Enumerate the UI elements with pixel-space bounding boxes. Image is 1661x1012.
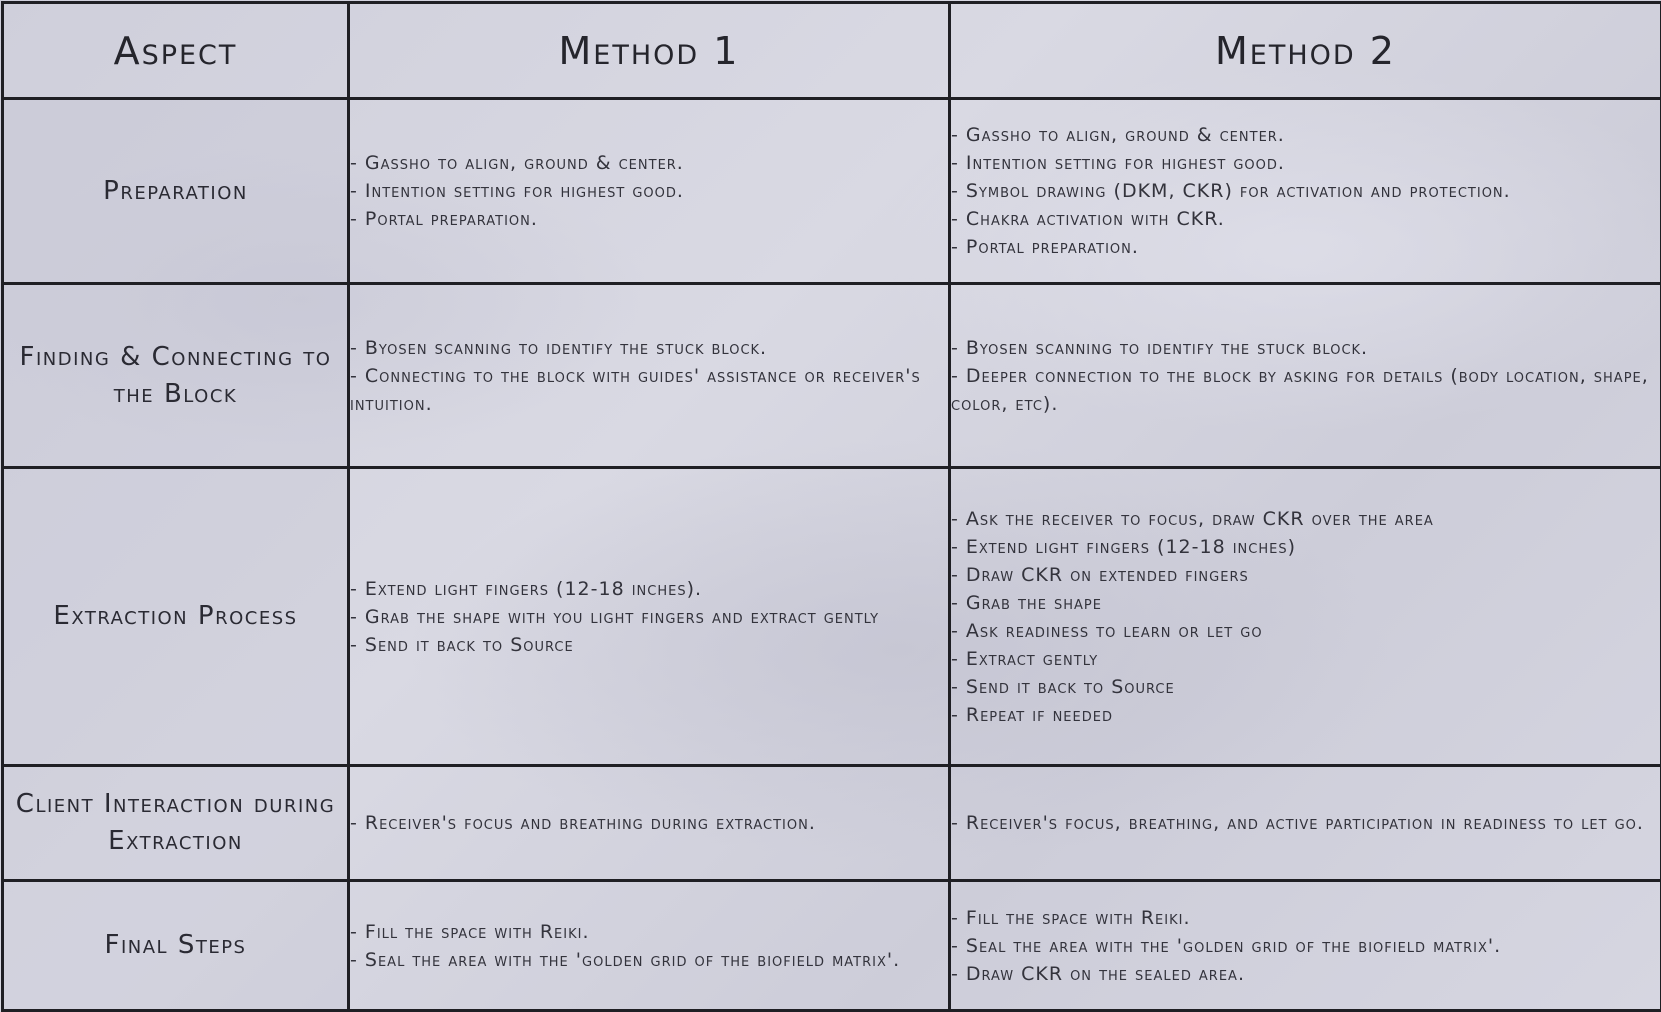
table-row: [3, 284, 1661, 468]
list-item: - Gassho to align, ground & center.: [350, 149, 948, 177]
list-item: - Extend light fingers (12-18 inches): [951, 533, 1660, 561]
list-item: - Repeat if needed: [951, 701, 1660, 729]
header-method-2: Method 2: [950, 3, 1661, 99]
header-aspect: Aspect: [3, 3, 349, 99]
table-row: [3, 881, 1661, 1011]
list-item: - Ask readiness to learn or let go: [951, 617, 1660, 645]
list-item: - Fill the space with Reiki.: [951, 904, 1660, 932]
method-1-cell: [349, 284, 950, 468]
list-item: - Receiver's focus and breathing during extraction.: [350, 809, 948, 837]
list-item: - Chakra activation with CKR.: [951, 205, 1660, 233]
list-item: - Gassho to align, ground & center.: [951, 121, 1660, 149]
list-item: - Ask the receiver to focus, draw CKR over the area: [951, 505, 1660, 533]
method-2-cell: [950, 766, 1661, 881]
list-item: - Byosen scanning to identify the stuck block.: [951, 334, 1660, 362]
list-item: - Connecting to the block with guides' assistance or receiver's intuition.: [350, 362, 948, 418]
list-item: - Portal preparation.: [951, 233, 1660, 261]
method-2-cell: [950, 99, 1661, 284]
aspect-cell: Client Interaction during Extraction: [3, 766, 349, 881]
aspect-cell: Final Steps: [3, 881, 349, 1011]
list-item: - Extract gently: [951, 645, 1660, 673]
list-item: - Receiver's focus, breathing, and active participation in readiness to let go.: [951, 809, 1660, 837]
list-item: - Seal the area with the 'golden grid of the biofield matrix'.: [951, 932, 1660, 960]
header-row: [3, 3, 1661, 99]
comparison-table: [1, 1, 1661, 1012]
list-item: - Extend light fingers (12-18 inches).: [350, 575, 948, 603]
list-item: - Send it back to Source: [350, 631, 948, 659]
method-2-cell: [950, 881, 1661, 1011]
list-item: - Draw CKR on extended fingers: [951, 561, 1660, 589]
list-item: - Draw CKR on the sealed area.: [951, 960, 1660, 988]
list-item: - Intention setting for highest good.: [951, 149, 1660, 177]
list-item: - Fill the space with Reiki.: [350, 918, 948, 946]
list-item: - Byosen scanning to identify the stuck block.: [350, 334, 948, 362]
list-item: - Grab the shape: [951, 589, 1660, 617]
list-item: - Intention setting for highest good.: [350, 177, 948, 205]
list-item: - Send it back to Source: [951, 673, 1660, 701]
table-row: [3, 99, 1661, 284]
aspect-cell: Finding & Connecting to the Block: [3, 284, 349, 468]
header-method-1: Method 1: [349, 3, 950, 99]
aspect-cell: Preparation: [3, 99, 349, 284]
list-item: - Seal the area with the 'golden grid of the biofield matrix'.: [350, 946, 948, 974]
method-1-cell: [349, 766, 950, 881]
table-row: [3, 468, 1661, 766]
method-2-cell: [950, 468, 1661, 766]
method-1-cell: [349, 99, 950, 284]
list-item: - Grab the shape with you light fingers and extract gently: [350, 603, 948, 631]
method-2-cell: [950, 284, 1661, 468]
table-row: [3, 766, 1661, 881]
list-item: - Symbol drawing (DKM, CKR) for activation and protection.: [951, 177, 1660, 205]
method-1-cell: [349, 881, 950, 1011]
aspect-cell: Extraction Process: [3, 468, 349, 766]
list-item: - Portal preparation.: [350, 205, 948, 233]
list-item: - Deeper connection to the block by asking for details (body location, shape, color, etc).: [951, 362, 1660, 418]
method-1-cell: [349, 468, 950, 766]
